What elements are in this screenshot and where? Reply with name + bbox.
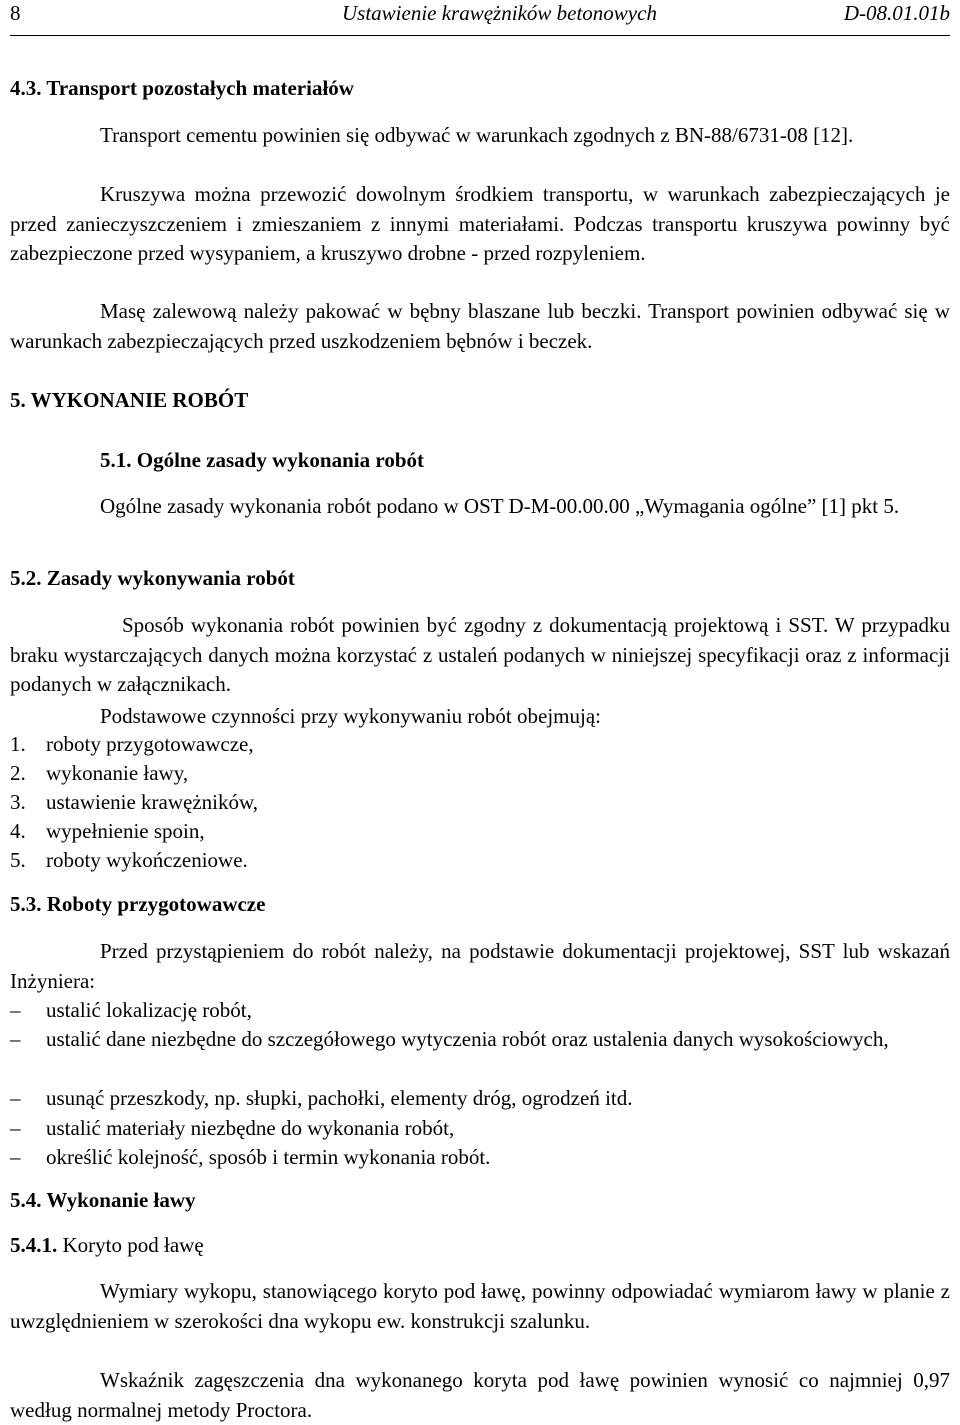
list-item-text: roboty wykończeniowe. (46, 848, 248, 872)
paragraph-text: Wymiary wykopu, stanowiącego koryto pod ławę, powinny odpowiadać wymiarom ławy w planie z uwzględnieniem w szerokości dna wykopu ew. konstrukcji szalunku. (10, 1279, 950, 1333)
heading-5-4-1-title: Koryto pod ławę (57, 1233, 204, 1257)
header-rule (10, 35, 950, 36)
paragraph-text: Przed przystąpieniem do robót należy, na podstawie dokumentacji projektowej, SST lub wskazań Inżyniera: (10, 939, 950, 993)
paragraph-sposob-wykonania (10, 611, 950, 700)
dash-list-item-text: określić kolejność, sposób i termin wykonania robót. (46, 1145, 491, 1169)
heading-5-2: 5.2. Zasady wykonywania robót (10, 566, 295, 590)
list-item-text: ustawienie krawężników, (46, 790, 259, 814)
list-item-number: 2. (10, 761, 26, 785)
list-item (10, 846, 248, 876)
dash-bullet: – (10, 1027, 21, 1051)
paragraph-text: Kruszywa można przewozić dowolnym środkiem transportu, w warunkach zabezpieczających je przed zanieczyszczeniem i zmieszaniem z innymi materiałami. Podczas transportu kruszywa powinny być zabezpieczone przed wysypaniem, a kruszywo drobne - przed rozpyleniem. (10, 182, 950, 265)
list-item-number: 4. (10, 819, 26, 843)
heading-5-4: 5.4. Wykonanie ławy (10, 1188, 196, 1212)
document-title: Ustawienie krawężników betonowych (342, 1, 657, 25)
list-item-number: 3. (10, 790, 26, 814)
dash-list-item-text: usunąć przeszkody, np. słupki, pachołki, elementy dróg, ogrodzeń itd. (46, 1086, 633, 1110)
list-item-number: 1. (10, 732, 26, 756)
list-item (10, 788, 258, 818)
document-code: D-08.01.01b (843, 1, 950, 25)
paragraph-transport-cementu (10, 121, 950, 151)
paragraph-przed-przystapieniem (10, 937, 950, 996)
list-item-text: wykonanie ławy, (46, 761, 189, 785)
dash-list-item-text: ustalić dane niezbędne do szczegółowego wytyczenia robót oraz ustalenia danych wysokościowych, (46, 1027, 889, 1051)
paragraph-ogolne-zasady (10, 492, 950, 522)
paragraph-podstawowe-czynnosci (10, 702, 950, 732)
heading-5: 5. WYKONANIE ROBÓT (10, 388, 249, 412)
list-item-text: roboty przygotowawcze, (46, 732, 254, 756)
paragraph-wskaznik-zageszczenia (10, 1366, 950, 1425)
page-number: 8 (10, 1, 21, 25)
list-item (10, 730, 254, 760)
paragraph-text: Transport cementu powinien się odbywać w warunkach zgodnych z BN-88/6731-08 [12]. (100, 123, 854, 147)
list-item-number: 5. (10, 848, 26, 872)
dash-bullet: – (10, 1145, 21, 1169)
paragraph-masa-zalewowa (10, 297, 950, 356)
paragraph-text: Masę zalewową należy pakować w bębny blaszane lub beczki. Transport powinien odbywać się w warunkach zabezpieczających przed uszkodzeniem bębnów i beczek. (10, 299, 950, 353)
dash-bullet: – (10, 998, 21, 1022)
heading-5-3: 5.3. Roboty przygotowawcze (10, 892, 266, 916)
dash-list-item-text: ustalić lokalizację robót, (46, 998, 252, 1022)
heading-5-4-1-number: 5.4.1. (10, 1233, 58, 1257)
paragraph-kruszywa (10, 180, 950, 269)
dash-bullet: – (10, 1116, 21, 1140)
heading-5-4-1 (10, 1233, 950, 1258)
list-item (10, 817, 205, 847)
paragraph-text: Wskaźnik zagęszczenia dna wykonanego koryta pod ławę powinien wynosić co najmniej 0,97 według normalnej metody Proctora. (10, 1368, 950, 1422)
paragraph-text: Sposób wykonania robót powinien być zgodny z dokumentacją projektową i SST. W przypadku braku wystarczających danych można korzystać z ustaleń podanych w niniejszej specyfikacji oraz z informacji podanych w załącznikach. (10, 613, 950, 696)
list-item-text: wypełnienie spoin, (46, 819, 205, 843)
dash-bullet: – (10, 1086, 21, 1110)
dash-list-item (10, 1143, 950, 1173)
dash-list-item (10, 1084, 950, 1114)
paragraph-text: Podstawowe czynności przy wykonywaniu robót obejmują: (100, 704, 601, 728)
dash-list-item (10, 1025, 950, 1055)
list-item (10, 759, 188, 789)
paragraph-wymiary-wykopu (10, 1277, 950, 1336)
paragraph-text: Ogólne zasady wykonania robót podano w OST D-M-00.00.00 „Wymagania ogólne” [1] pkt 5. (100, 494, 900, 518)
heading-5-1: 5.1. Ogólne zasady wykonania robót (100, 448, 424, 472)
dash-list-item (10, 1114, 950, 1144)
dash-list-item-text: ustalić materiały niezbędne do wykonania robót, (46, 1116, 455, 1140)
heading-4-3: 4.3. Transport pozostałych materiałów (10, 76, 354, 100)
page-header (10, 0, 950, 38)
dash-list-item (10, 996, 950, 1026)
